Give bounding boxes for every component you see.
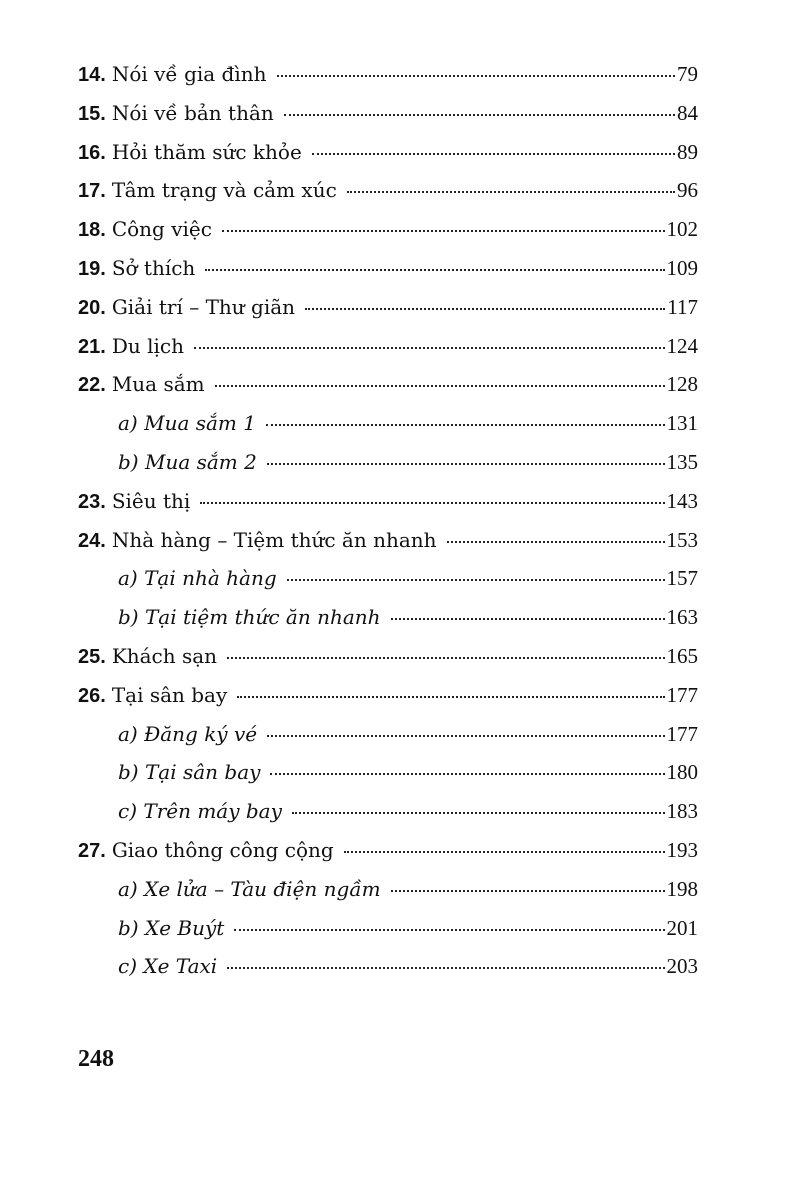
entry-page: 177	[666, 682, 698, 707]
entry-number: 26.	[78, 684, 106, 707]
entry-page: 109	[666, 255, 698, 280]
toc-entry	[78, 217, 698, 256]
toc-entry	[78, 140, 698, 179]
toc-entry	[78, 256, 698, 295]
entry-title: a) Mua sắm 1	[118, 411, 256, 436]
toc-subentry	[78, 450, 698, 489]
toc-subentry	[78, 877, 698, 916]
table-of-contents	[78, 62, 698, 993]
dot-leader	[237, 696, 664, 698]
dot-leader	[222, 230, 665, 232]
toc-subentry	[78, 954, 698, 993]
entry-title: b) Mua sắm 2	[118, 449, 257, 474]
entry-number: 25.	[78, 645, 106, 668]
entry-page: 89	[677, 139, 698, 164]
entry-title: Giải trí – Thư giãn	[111, 294, 296, 319]
entry-page: 165	[666, 643, 698, 668]
entry-title: a) Tại nhà hàng	[118, 566, 277, 591]
entry-title: Khách sạn	[111, 643, 218, 668]
dot-leader	[292, 812, 665, 814]
dot-leader	[234, 929, 664, 931]
entry-title: b) Tại tiệm thức ăn nhanh	[118, 605, 381, 630]
toc-subentry	[78, 916, 698, 955]
entry-page: 79	[677, 62, 698, 86]
entry-number: 22.	[78, 374, 106, 397]
entry-title: Du lịch	[111, 333, 184, 358]
page-number: 248	[78, 1046, 114, 1072]
entry-number: 24.	[78, 529, 106, 552]
toc-subentry	[78, 799, 698, 838]
entry-page: 177	[666, 721, 698, 746]
dot-leader	[305, 308, 665, 310]
entry-page: 180	[666, 760, 698, 785]
toc-entry	[78, 489, 698, 528]
entry-page: 163	[666, 605, 698, 630]
entry-title: Mua sắm	[111, 372, 205, 397]
entry-page: 102	[666, 217, 698, 242]
entry-title: c) Xe Taxi	[118, 954, 218, 979]
entry-page: 153	[666, 527, 698, 552]
entry-title: b) Xe Buýt	[118, 915, 225, 940]
dot-leader	[287, 579, 665, 581]
dot-leader	[267, 735, 664, 737]
entry-title: a) Đăng ký vé	[118, 721, 258, 746]
dot-leader	[227, 657, 664, 659]
toc-entry	[78, 178, 698, 217]
toc-entry	[78, 101, 698, 140]
entry-number: 20.	[78, 296, 106, 319]
entry-title: Giao thông công cộng	[111, 837, 334, 862]
toc-subentry	[78, 605, 698, 644]
entry-number: 27.	[78, 839, 106, 862]
entry-number: 23.	[78, 490, 106, 513]
entry-number: 15.	[78, 102, 106, 125]
dot-leader	[270, 773, 664, 775]
dot-leader	[391, 618, 665, 620]
entry-page: 183	[666, 799, 698, 824]
toc-entry	[78, 62, 698, 101]
entry-page: 131	[666, 411, 698, 436]
dot-leader	[277, 75, 675, 77]
entry-title: b) Tại sân bay	[118, 760, 261, 785]
entry-title: Nói về bản thân	[111, 100, 274, 125]
entry-page: 84	[677, 100, 698, 125]
entry-page: 157	[666, 566, 698, 591]
toc-entry	[78, 683, 698, 722]
dot-leader	[266, 424, 665, 426]
entry-title: c) Trên máy bay	[118, 799, 282, 824]
entry-title: Hỏi thăm sức khỏe	[111, 139, 302, 164]
toc-entry	[78, 644, 698, 683]
toc-subentry	[78, 722, 698, 761]
entry-number: 14.	[78, 64, 106, 86]
entry-title: Công việc	[111, 217, 212, 242]
dot-leader	[344, 851, 665, 853]
entry-number: 18.	[78, 219, 106, 242]
entry-title: Siêu thị	[111, 488, 191, 513]
entry-page: 193	[666, 837, 698, 862]
toc-entry	[78, 528, 698, 567]
toc-subentry	[78, 760, 698, 799]
entry-page: 128	[666, 372, 698, 397]
entry-number: 16.	[78, 141, 106, 164]
entry-page: 143	[666, 488, 698, 513]
dot-leader	[215, 385, 665, 387]
toc-subentry	[78, 411, 698, 450]
entry-number: 21.	[78, 335, 106, 358]
entry-page: 96	[677, 178, 698, 203]
toc-subentry	[78, 566, 698, 605]
entry-page: 201	[666, 915, 698, 940]
entry-title: a) Xe lửa – Tàu điện ngầm	[118, 876, 381, 901]
dot-leader	[194, 347, 665, 349]
entry-number: 17.	[78, 180, 106, 203]
entry-title: Tâm trạng và cảm xúc	[111, 178, 337, 203]
entry-title: Sở thích	[111, 255, 196, 280]
entry-page: 203	[666, 954, 698, 979]
dot-leader	[391, 890, 665, 892]
dot-leader	[267, 463, 665, 465]
dot-leader	[227, 967, 664, 969]
entry-page: 198	[666, 876, 698, 901]
entry-title: Nhà hàng – Tiệm thức ăn nhanh	[111, 527, 437, 552]
entry-page: 124	[666, 333, 698, 358]
entry-title: Tại sân bay	[111, 682, 228, 707]
dot-leader	[205, 269, 664, 271]
dot-leader	[312, 153, 675, 155]
dot-leader	[284, 114, 675, 116]
dot-leader	[347, 191, 675, 193]
toc-entry	[78, 295, 698, 334]
entry-page: 135	[666, 449, 698, 474]
entry-page: 117	[667, 294, 698, 319]
toc-entry	[78, 372, 698, 411]
entry-number: 19.	[78, 257, 106, 280]
toc-entry	[78, 838, 698, 877]
toc-entry	[78, 334, 698, 373]
dot-leader	[200, 502, 664, 504]
dot-leader	[447, 541, 665, 543]
entry-title: Nói về gia đình	[111, 62, 267, 86]
